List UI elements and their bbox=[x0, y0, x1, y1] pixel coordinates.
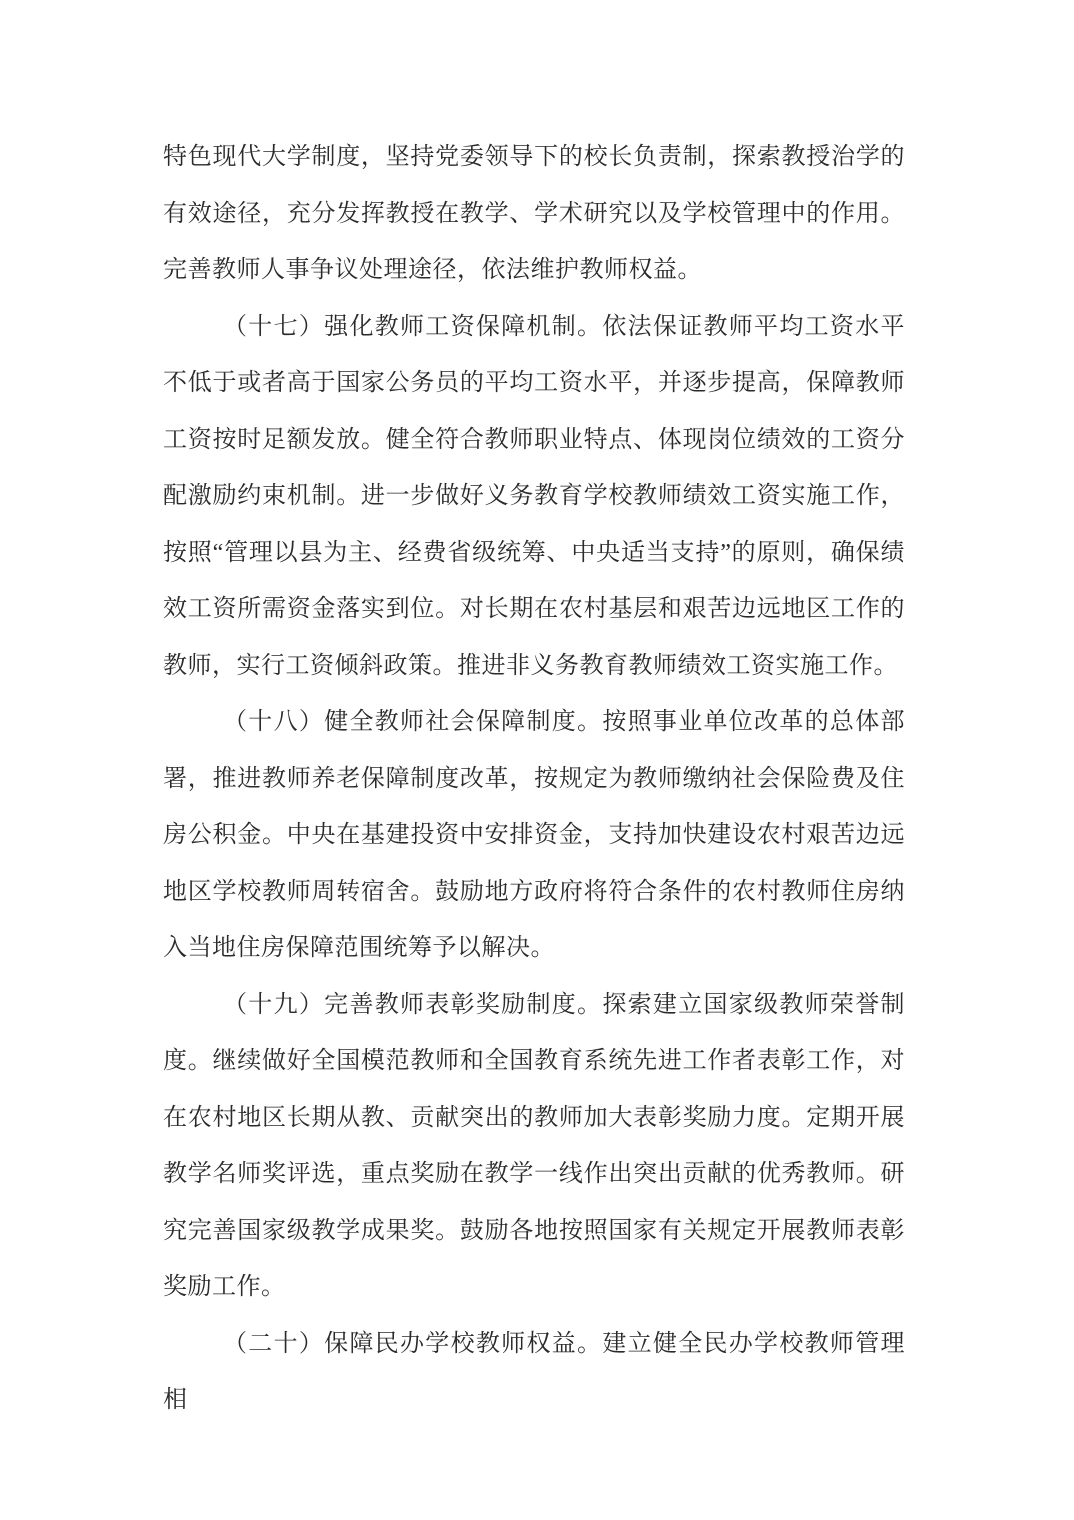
paragraph-section-20: （二十）保障民办学校教师权益。建立健全民办学校教师管理相 bbox=[163, 1330, 905, 1413]
paragraph-section-19: （十九）完善教师表彰奖励制度。探索建立国家级教师荣誉制度。继续做好全国模范教师和全国教育系统先进工作者表彰工作，对在农村地区长期从教、贡献突出的教师加大表彰奖励力度。定期开展教学名师奖评选，重点奖励在教学一线作出突出贡献的优秀教师。研究完善国家级教学成果奖。鼓励各地按照国家有关规定开展教师表彰奖励工作。 bbox=[163, 991, 905, 1300]
paragraph-continuation: 特色现代大学制度，坚持党委领导下的校长负责制，探索教授治学的有效途径，充分发挥教授在教学、学术研究以及学校管理中的作用。完善教师人事争议处理途径，依法维护教师权益。 bbox=[163, 144, 905, 283]
paragraph-section-17: （十七）强化教师工资保障机制。依法保证教师平均工资水平不低于或者高于国家公务员的平均工资水平，并逐步提高，保障教师工资按时足额发放。健全符合教师职业特点、体现岗位绩效的工资分配激励约束机制。进一步做好义务教育学校教师绩效工资实施工作，按照“管理以县为主、经费省级统筹、中央适当支持”的原则，确保绩效工资所需资金落实到位。对长期在农村基层和艰苦边远地区工作的教师，实行工资倾斜政策。推进非义务教育教师绩效工资实施工作。 bbox=[163, 313, 905, 679]
paragraph-section-18: （十八）健全教师社会保障制度。按照事业单位改革的总体部署，推进教师养老保障制度改革，按规定为教师缴纳社会保险费及住房公积金。中央在基建投资中安排资金，支持加快建设农村艰苦边远地区学校教师周转宿舍。鼓励地方政府将符合条件的农村教师住房纳入当地住房保障范围统筹予以解决。 bbox=[163, 709, 905, 961]
